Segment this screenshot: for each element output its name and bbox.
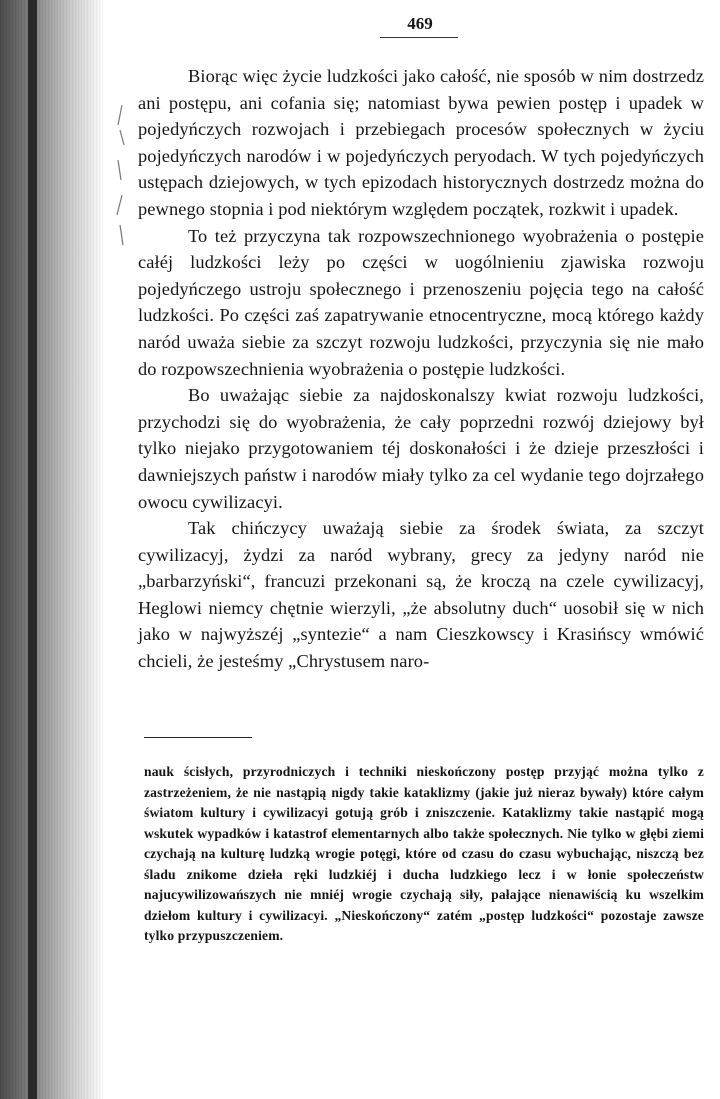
page-number-rule — [380, 37, 458, 38]
page-number: 469 — [407, 14, 433, 33]
paragraph-4: Tak chińczycy uważają siebie za środek świata, za szczyt cywilizacyj, żydzi za naród wybrany, grecy za jedyny naród nie „barbarzyński“, francuzi przekonani są, że kroczą na czele cywilizacyj, Heglowi niemcy chętnie wierzyli, „że absolutny duch“ uosobił się w nich jako w najwyższéj „syntezie“ a nam Cieszkowscy i Krasińscy wmówić chcieli, że jesteśmy „Chrystusem naro- — [138, 518, 704, 672]
main-text — [138, 63, 704, 675]
paragraph-1: Biorąc więc życie ludzkości jako całość, nie sposób w nim dostrzedz ani postępu, ani cofania się; natomiast bywa pewien postęp i upadek w pojedyńczych rozwojach i przebiegach procesów społecznych w życiu pojedyńczych narodów i w pojedyńczych peryodach. W tych pojedyńczych ustępach dziejowych, w tych epizodach historycznych dostrzedz można do pewnego stopnia i pod niektórym względem początek, rozkwit i upadek. — [138, 66, 704, 219]
pencil-mark-icon — [112, 100, 132, 250]
book-binding-shadow — [0, 0, 104, 1099]
footnote-text: nauk ścisłych, przyrodniczych i techniki nieskończony postęp przyjąć można tylko z zastrzeżeniem, że nie nastąpią nigdy takie kataklizmy (jakie już nieraz bywały) które całym światom kultury i cywilizacyi gotują grób i zniszczenie. Kataklizmy takie nastąpić mogą wskutek wypadków i katastrof elementarnych albo także społecznych. Nie tylko w głębi ziemi czychają na kulturę ludzką wrogie potęgi, które od czasu do czasu wybuchając, niszczą bez śladu znikome dzieła ręki ludzkiéj i ducha ludzkiego lecz i w łonie społeczeństw najucywilizowańszych nie mniéj wrogie czychają siły, pałające nienawiścią ku wszelkim dziełom kultury i cywilizacyi. „Nieskończony“ zatém „postęp ludzkości“ pozostaje zawsze tylko przypuszczeniem. — [144, 764, 704, 943]
margin-pencil-marks — [112, 100, 132, 250]
paragraph-2: To też przyczyna tak rozpowszechnionego wyobrażenia o postępie całéj ludzkości leży po części w uogólnieniu zjawiska rozwoju pojedyńczego ustroju społecznego i przenoszeniu pojęcia tego na całość ludzkości. Po części zaś zapatrywanie etnocentryczne, mocą którego każdy naród uważa siebie za szczyt rozwoju ludzkości, przyczynia się nie mało do rozpowszechnienia wyobrażenia o postępie ludzkości. — [138, 225, 704, 379]
footnote — [144, 762, 704, 947]
footnote-separator — [144, 737, 252, 738]
paragraph-3: Bo uważając siebie za najdoskonalszy kwiat rozwoju ludzkości, przychodzi się do wyobrażenia, że cały poprzedni rozwój dziejowy był tylko niejako przygotowaniem téj doskonałości i że dzieje przeszłości i dawniejszych państw i narodów miały tylko za cel wydanie tego dojrzałego owocu cywilizacyi. — [138, 385, 704, 512]
binding-edge — [28, 0, 37, 1099]
